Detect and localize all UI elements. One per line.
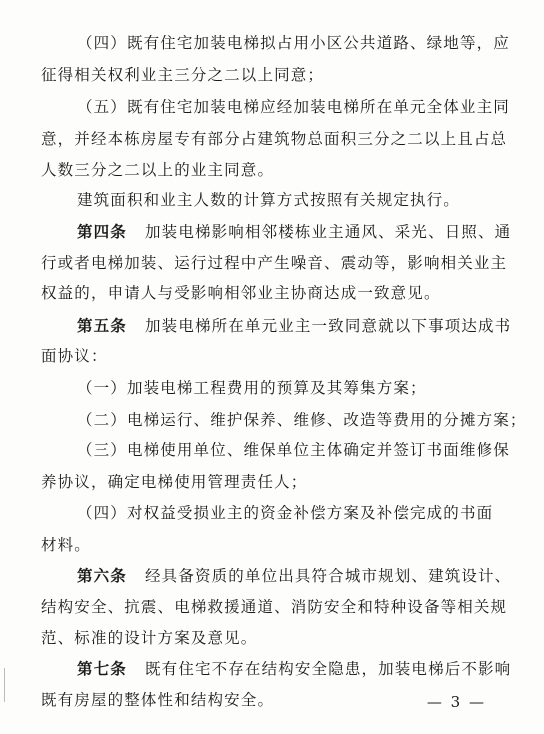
text-line [41, 690, 274, 710]
text-line [77, 33, 510, 53]
page-number: — 3 — [426, 693, 486, 711]
text-line [41, 535, 91, 555]
line-text: 范、标准的设计方案及意见。 [41, 629, 258, 647]
line-text: 加装电梯所在单元业主一致同意就以下事项达成书 [145, 317, 512, 335]
line-text: 面协议： [41, 347, 108, 365]
text-line [77, 190, 460, 210]
line-text: 既有房屋的整体性和结构安全。 [41, 691, 275, 709]
line-text: 建筑面积和业主人数的计算方式按照有关规定执行。 [77, 191, 460, 209]
line-text: 征得相关权利业主三分之二以上同意； [41, 66, 325, 84]
article-heading: 第五条 [77, 316, 127, 335]
text-line [41, 472, 307, 492]
article-heading: 第七条 [77, 659, 127, 678]
article-heading: 第四条 [77, 222, 127, 241]
text-line [41, 129, 507, 149]
line-text: 经具备资质的单位出具符合城市规划、建筑设计、 [145, 567, 512, 585]
line-text: 人数三分之二以上的业主同意。 [41, 161, 275, 179]
text-line [77, 440, 510, 460]
text-line [77, 97, 510, 117]
text-line [41, 253, 507, 273]
line-text: 既有住宅不存在结构安全隐患，加装电梯后不影响 [145, 660, 512, 678]
text-line [41, 628, 257, 648]
text-line [77, 503, 493, 523]
article-line [77, 566, 511, 586]
line-text: （四）既有住宅加装电梯拟占用小区公共道路、绿地等，应 [77, 34, 510, 52]
line-text: （三）电梯使用单位、维保单位主体确定并签订书面维修保 [77, 441, 510, 459]
line-text: （一）加装电梯工程费用的预算及其筹集方案； [77, 379, 427, 397]
text-line [41, 65, 324, 85]
line-text: （五）既有住宅加装电梯应经加装电梯所在单元全体业主同 [77, 98, 510, 116]
text-line [77, 378, 427, 398]
text-line [41, 346, 108, 366]
article-line [77, 316, 511, 336]
line-text: 养协议，确定电梯使用管理责任人； [41, 473, 308, 491]
article-line [77, 659, 511, 679]
line-text: 意，并经本栋房屋专有部分占建筑物总面积三分之二以上且占总 [41, 130, 508, 148]
line-text: （二）电梯运行、维护保养、维修、改造等费用的分摊方案； [77, 411, 527, 429]
line-text: （四）对权益受损业主的资金补偿方案及补偿完成的书面 [77, 504, 494, 522]
line-text: 权益的，申请人与受影响相邻业主协商达成一致意见。 [41, 284, 441, 302]
line-text: 结构安全、抗震、电梯救援通道、消防安全和特种设备等相关规 [41, 598, 508, 616]
text-line [41, 283, 441, 303]
line-text: 材料。 [41, 536, 91, 554]
article-line [77, 222, 511, 242]
text-line [41, 597, 507, 617]
text-line [77, 410, 527, 430]
article-heading: 第六条 [77, 566, 127, 585]
line-text: 行或者电梯加装、运行过程中产生噪音、震动等，影响相关业主 [41, 254, 508, 272]
text-line [41, 160, 274, 180]
line-text: 加装电梯影响相邻楼栋业主通风、采光、日照、通 [145, 223, 512, 241]
scan-edge-mark [4, 668, 5, 702]
